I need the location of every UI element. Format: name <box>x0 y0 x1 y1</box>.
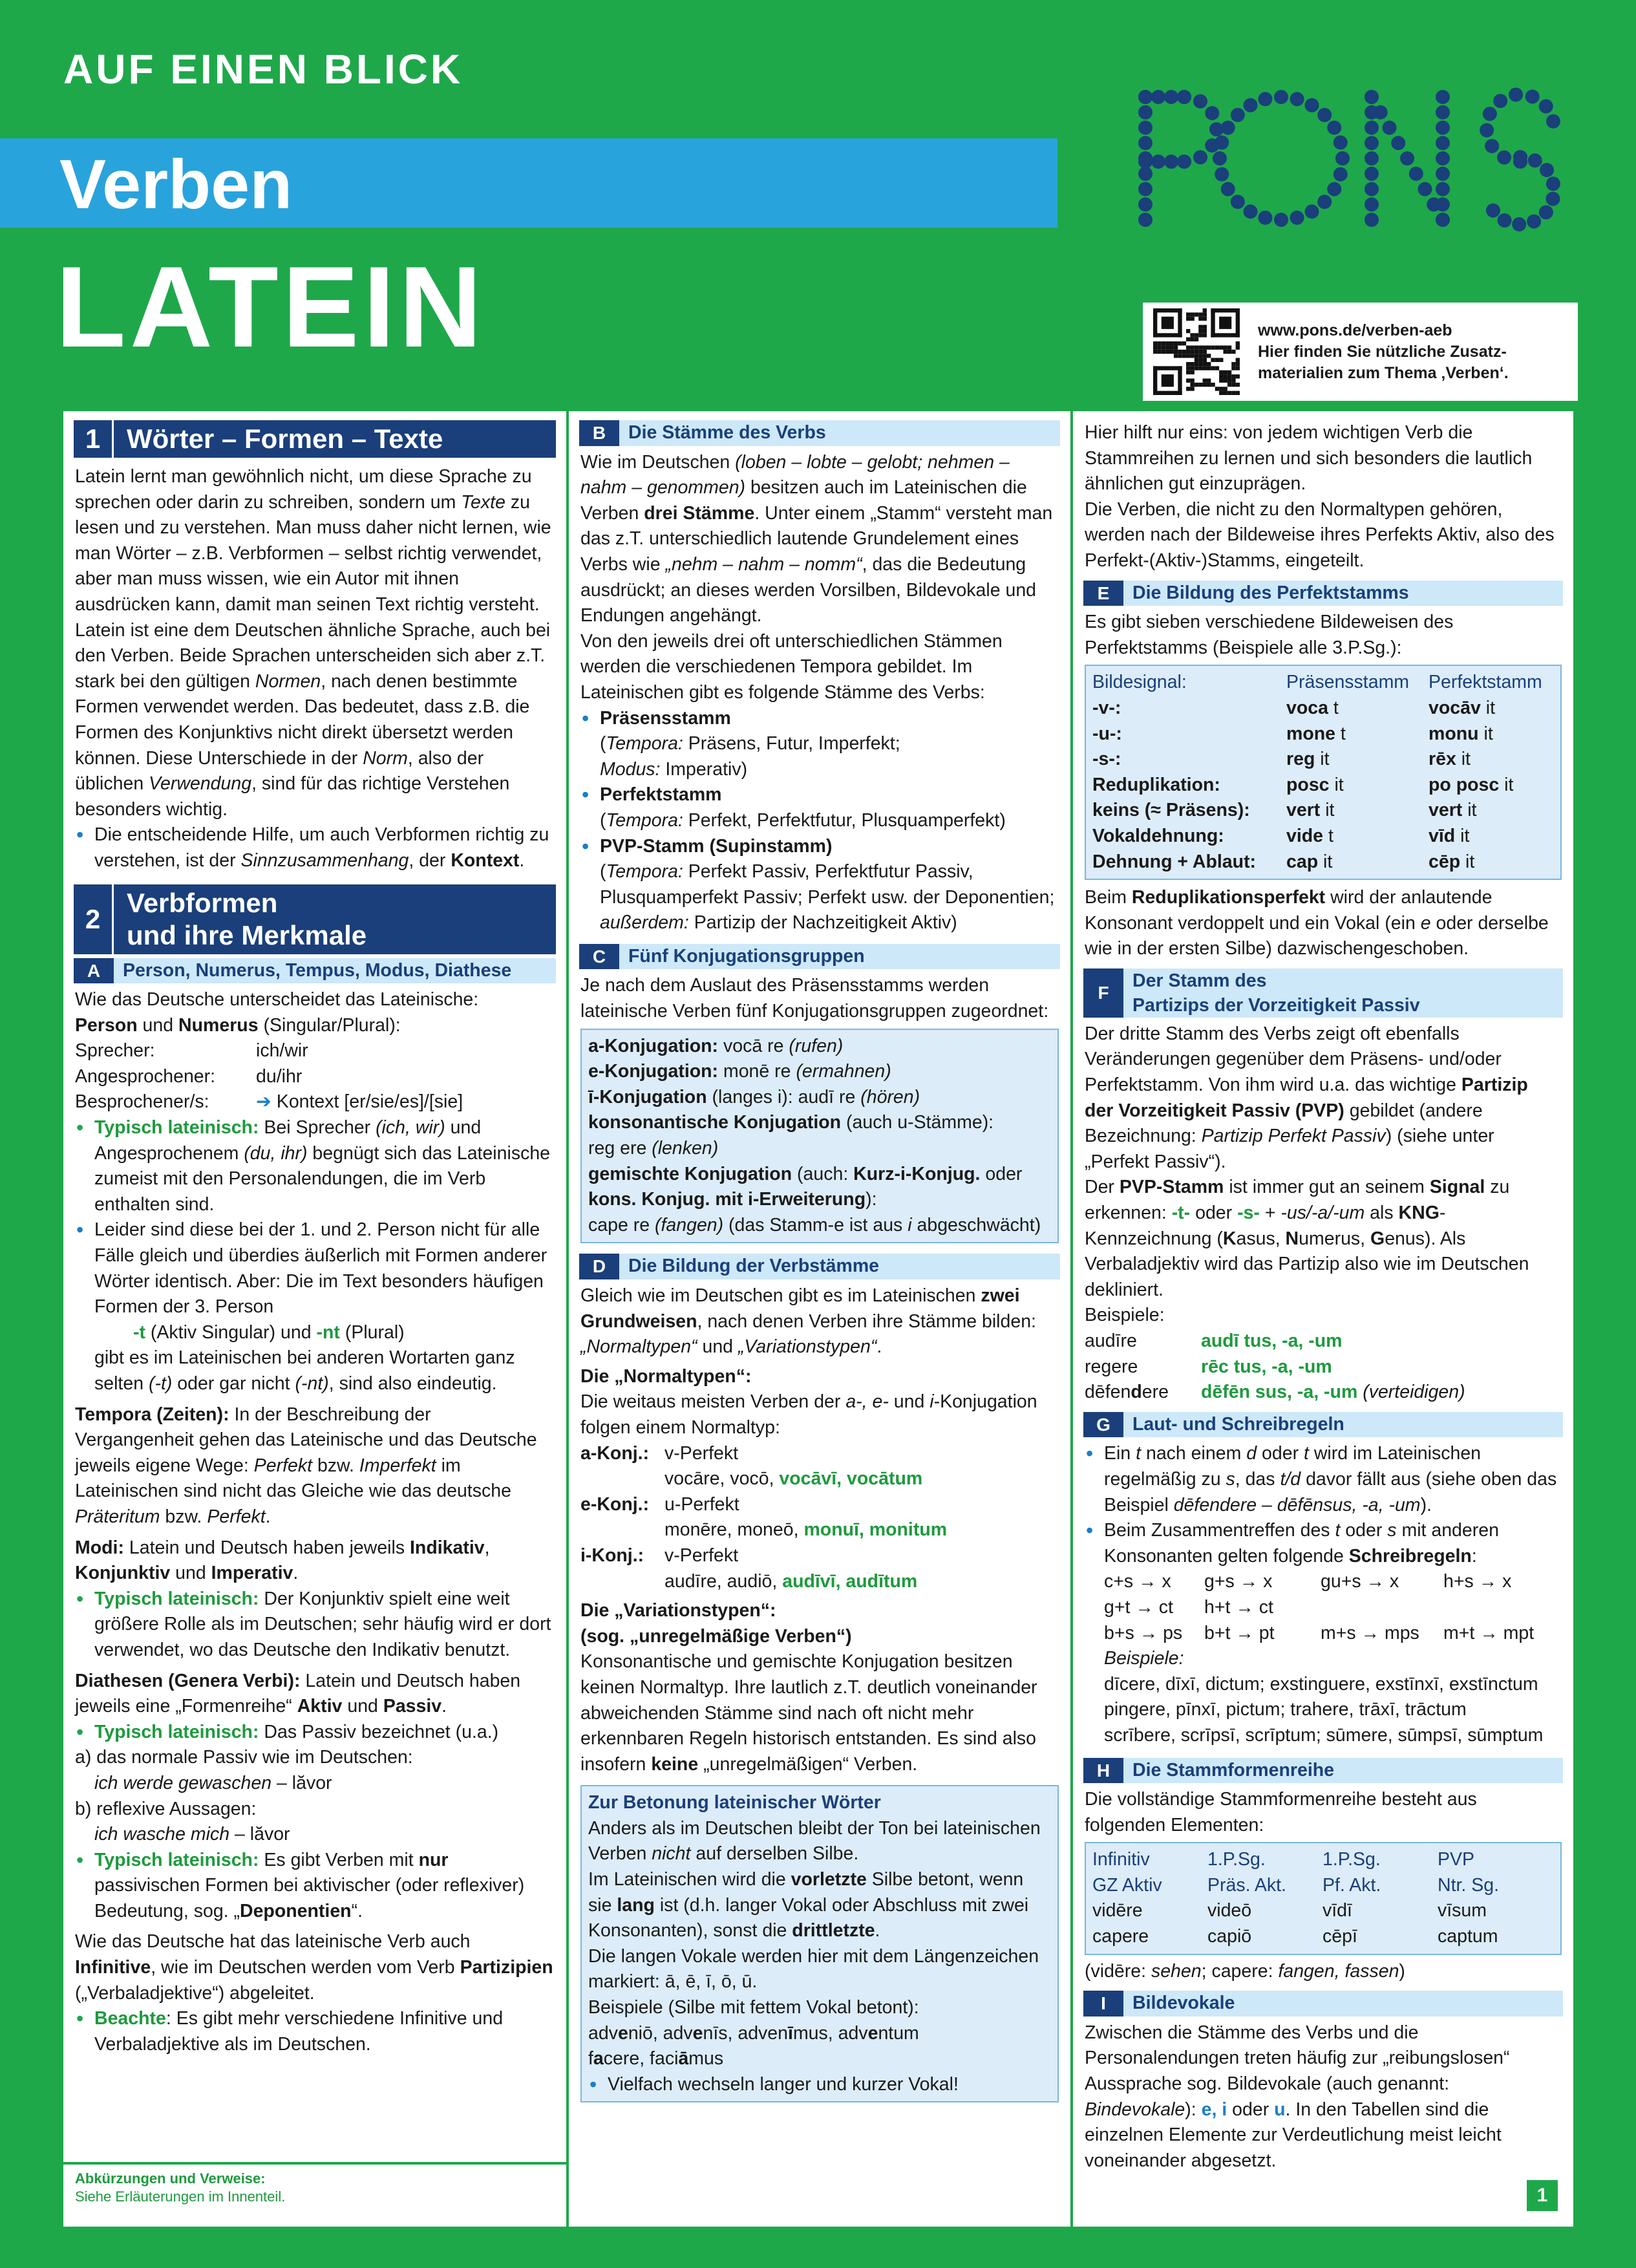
subsection-title: Die Bildung des Perfektstamms <box>1132 582 1409 603</box>
conjugation-box: a-Konjugation: vocā re (rufen) e-Konjugation: monē re (ermahnen) ī-Konjugation (langes i): audī re (hören) konsonantische Konjugation (auch u-Stämme): reg ere (lenken) gemischte Konjugation (auch: Kurz-i-Konjug. oder kons. Konjug. mit i-Erweiterung): cape re (fangen) (das Stamm-e ist aus i abgeschwächt) <box>580 1029 1059 1244</box>
subsection-letter: A <box>74 958 114 984</box>
section-1-header <box>74 420 556 458</box>
qr-code-icon[interactable] <box>1153 308 1240 395</box>
qr-desc-1: Hier finden Sie nützliche Zusatz- <box>1258 342 1507 361</box>
qr-desc-2: materialien zum Thema ‚Verben‘. <box>1258 363 1509 382</box>
subsection-letter: F <box>1083 968 1123 1018</box>
subsection-a-text: Wie das Deutsche unterscheidet das Lateinische: Person und Numerus (Singular/Plural): Sprecher: ich/wir Angesprochener: du/ihr Besprochener/s: ➔ Kontext [er/sie/es]/[sie] • Typisch lateinisch: Bei Sprecher (ich, wir) und Angesprochenem (du, ihr) begnügt sich das Lateinische zumeist mit den Personalendungen, die im Verb enthalten sind. • Leider sind diese bei der 1. und 2. Person nicht für alle Fälle gleich und überdies äußerlich mit Formen anderer Wörter identisch. Aber: Die im Text besonders häufigen Formen der 3. Person -t (Aktiv Singular) und -nt (Plural) gibt es im Lateinischen bei anderen Wortarten ganz selten (-t) oder gar nicht (-nt), sind also eindeutig. Tempora (Zeiten): In der Beschreibung der Vergangenheit gehen das Lateinische und das Deutsche jeweils eigene Wege: Perfekt bzw. Imperfekt im Lateinischen sind nicht das Gleiche wie das deutsche Präteritum bzw. Perfekt. Modi: Latein und Deutsch haben jeweils Indikativ, Konjunktiv und Imperativ. • Typisch lateinisch: Der Konjunktiv spielt eine weit größere Rolle als im Deutschen; sehr häufig wird er dort verwendet, wo das Deutsche den Indikativ benutzt. Diathesen (Genera Verbi): Latein und Deutsch haben jeweils eine „Formenreihe“ Aktiv und Passiv. • Typisch lateinisch: Das Passiv bezeichnet (u.a.) a) das normale Passiv wie im Deutschen: ich werde gewaschen – lăvor b) reflexive Aussagen: ich wasche mich – lăvor • Typisch lateinisch: Es gibt Verben mit nur passivischen Formen bei aktivischer (oder reflexiver) Bedeutung, sog. „Deponentien“. Wie das Deutsche hat das lateinische Verb auch Infinitive, wie im Deutschen werden vom Verb Partizipien („Verbaladjektive“) abgeleitet. • Beachte: Es gibt mehr verschiedene Infinitive und Verbaladjektive als im Deutschen. <box>75 987 555 2057</box>
page-number: 1 <box>1527 2180 1558 2211</box>
subtitle: Verben <box>59 145 293 223</box>
subsection-d-text: Gleich wie im Deutschen gibt es im Lateinischen zwei Grundweisen, nach denen Verben ihre Stämme bilden: „Normaltypen“ und „Variationstypen“. Die „Normaltypen“: Die weitaus meisten Verben der a-, e- und i-Konjugation folgen einem Normaltyp: a-Konj.: v-Perfekt vocāre, vocō, vocāvī, vocātum e-Konj.: u-Perfekt monēre, moneō, monuī, monitum i-Konj.: v-Perfekt audīre, audiō, audīvī, audītum Die „Variationstypen“: (sog. „unregelmäßige Verben“) Konsonantische und gemischte Konjugation besitzen keinen Normaltyp. Ihre lautlich z.T. deutlich voneinander abweichenden Stämme sind nach oft nicht mehr erkennbaren Regeln historisch entstanden. Es sind also insofern keine „unregelmäßigen“ Verben. Zur Betonung lateinischer Wörter Anders als im Deutschen bleibt der Ton bei lateinischen Verben nicht auf derselben Silbe. Im Lateinischen wird die vorletzte Silbe betont, wenn sie lang ist (d.h. langer Vokal oder Abschluss mit zwei Konsonanten), sonst die drittletzte. Die langen Vokale werden hier mit dem Längenzeichen markiert: ā, ē, ī, ō, ū. Beispiele (Silbe mit fettem Vokal betont): adveniō, advenīs, advenīmus, adventum facere, faciāmus • Vielfach wechseln langer und kurzer Vokal! <box>580 1283 1059 2102</box>
stress-box: Zur Betonung lateinischer Wörter Anders als im Deutschen bleibt der Ton bei lateinischen Verben nicht auf derselben Silbe. Im Lateinischen wird die vorletzte Silbe betont, wenn sie lang ist (d.h. langer Vokal oder Abschluss mit zwei Konsonanten), sonst die drittletzte. Die langen Vokale werden hier mit dem Längenzeichen markiert: ā, ē, ī, ō, ū. Beispiele (Silbe mit fettem Vokal betont): adveniō, advenīs, advenīmus, adventum facere, faciāmus • Vielfach wechseln langer und kurzer Vokal! <box>580 1785 1059 2102</box>
subsection-b-text: Wie im Deutschen (loben – lobte – gelobt; nehmen – nahm – genommen) besitzen auch im Lateinischen die Verben drei Stämme. Unter einem „Stamm“ versteht man das z.T. unterschiedlich lautende Grundelement eines Verbs wie „nehm – nahm – nomm“, das die Bedeutung ausdrückt; an dieses werden Vorsilben, Bildevokale und Endungen angehängt. Von den jeweils drei oft unterschiedlichen Stämmen werden die verschiedenen Tempora gebildet. Im Lateinischen gibt es folgende Stämme des Verbs: • Präsensstamm (Tempora: Präsens, Futur, Imperfekt; Modus: Imperativ) • Perfektstamm (Tempora: Perfekt, Perfektfutur, Plusquamperfekt) • PVP-Stamm (Supinstamm) (Tempora: Perfekt Passiv, Perfektfutur Passiv, Plusquamperfekt Passiv; Perfekt usw. der Deponentien; außerdem: Partizip der Nachzeitigkeit Aktiv) <box>580 450 1059 936</box>
subsection-letter: G <box>1083 1412 1123 1438</box>
subsection-g-header <box>1083 1412 1563 1438</box>
subsection-title: Die Bildung der Verbstämme <box>628 1256 880 1277</box>
subsection-e-text: Es gibt sieben verschiedene Bildeweisen des Perfektstamms (Beispiele alle 3.P.Sg.): Bildesignal: Präsensstamm Perfektstamm -v-: voca t vocāv it -u-: mone t monu it -s-: reg it rēx it Reduplikation: posc it po posc it keins (≈ Präsens): vert it vert it Vokaldehnung: vide t vīd it Dehnung + Ablaut: cap it cēp it Beim Reduplikationsperfekt wird der anlautende Konsonant verdoppelt und ein Vokal (ein e oder derselbe wie in der ersten Silbe) dazwischengeschoben. <box>1085 610 1562 962</box>
subsection-title: Die Stämme des Verbs <box>628 422 826 443</box>
footer-title: Abkürzungen und Verweise: <box>75 2170 266 2187</box>
section-number: 1 <box>74 420 114 458</box>
subsection-letter: E <box>1083 581 1123 606</box>
subsection-letter: I <box>1083 1991 1123 2017</box>
column-2 <box>566 411 1070 2227</box>
section-title: Wörter – Formen – Texte <box>127 423 443 454</box>
subsection-b-header <box>579 420 1060 446</box>
footer-abbreviations <box>63 2162 566 2211</box>
section-2-header <box>74 884 556 954</box>
stem-forms-table: Infinitiv 1.P.Sg. 1.P.Sg. PVP GZ Aktiv Präs. Akt. Pf. Akt. Ntr. Sg. vidēre videō vīdī vīsum capere capiō cēpī captum <box>1085 1842 1562 1954</box>
content-area <box>63 411 1573 2227</box>
subsection-title: Fünf Konjugationsgruppen <box>628 945 865 967</box>
subsection-c-text: Je nach dem Auslaut des Präsensstamms werden lateinische Verben fünf Konjugationsgruppen zugeordnet: a-Konjugation: vocā re (rufen) e-Konjugation: monē re (ermahnen) ī-Konjugation (langes i): audī re (hören) konsonantische Konjugation (auch u-Stämme): reg ere (lenken) gemischte Konjugation (auch: Kurz-i-Konjug. oder kons. Konjug. mit i-Erweiterung): cape re (fangen) (das Stamm-e ist aus i abgeschwächt) <box>580 973 1059 1243</box>
subsection-title-line1: Der Stamm des <box>1132 970 1267 991</box>
subsection-letter: C <box>579 944 619 970</box>
subsection-title: Die Stammformenreihe <box>1132 1759 1335 1781</box>
perfect-table: Bildesignal: Präsensstamm Perfektstamm -v-: voca t vocāv it -u-: mone t monu it -s-: reg it rēx it Reduplikation: posc it po posc it keins (≈ Präsens): vert it vert it Vokaldehnung: vide t vīd it Dehnung + Ablaut: cap it cēp it <box>1085 665 1562 880</box>
subsection-letter: H <box>1083 1758 1123 1784</box>
page-title: LATEIN <box>56 242 486 371</box>
footer-text: Siehe Erläuterungen im Innenteil. <box>75 2188 286 2205</box>
series-label: AUF EINEN BLICK <box>63 46 463 92</box>
subsection-f-text: Der dritte Stamm des Verbs zeigt oft ebenfalls Veränderungen gegenüber dem Präsens- und/oder Perfektstamm. Von ihm wird u.a. das wichtige Partizip der Vorzeitigkeit Passiv (PVP) gebildet (andere Bezeichnung: Partizip Perfekt Passiv) (siehe unter „Perfekt Passiv“). Der PVP-Stamm ist immer gut an seinem Signal zu erkennen: -t- oder -s- + -us/-a/-um als KNG-Kennzeichnung (Kasus, Numerus, Genus). Als Verbaladjektiv wird das Partizip also wie im Deutschen dekliniert. Beispiele: audīre audī tus, -a, -um regere rēc tus, -a, -um dēfendere dēfēn sus, -a, -um (verteidigen) <box>1085 1023 1529 1403</box>
subsection-f-header <box>1083 968 1563 1018</box>
subsection-i-text: Zwischen die Stämme des Verbs und die Personalendungen treten häufig zur „reibungslosen“ Aussprache sog. Bildevokale (auch genannt: Bindevokale): e, i oder u. In den Tabellen sind die einzelnen Elemente zur Verdeutlichung meist leicht voneinander abgesetzt. <box>1085 2022 1510 2171</box>
subsection-e-header <box>1083 581 1563 606</box>
subsection-title: Laut- und Schreibregeln <box>1132 1413 1344 1435</box>
subsection-a-header <box>74 958 556 984</box>
section-title-line2: und ihre Merkmale <box>127 919 367 950</box>
section-1-text: Latein lernt man gewöhnlich nicht, um diese Sprache zu sprechen oder darin zu schreiben, sondern um Texte zu lesen und zu verstehen. Man muss daher nicht lernen, wie man Wörter – z.B. Verbformen – selbst richtig verwendet, aber man muss wissen, wie ein Autor mit ihnen ausdrücken kann, damit man seinen Text richtig versteht. Latein ist eine dem Deutschen ähnliche Sprache, auch bei den Verben. Beide Sprachen unterscheiden sich aber z.T. stark bei den gültigen Normen, nach denen bestimmte Formen verwendet werden. Das bedeutet, dass z.B. die Formen des Konjunktivs nicht direkt übersetzt werden können. Diese Unterschiede in der Norm, also der üblichen Verwendung, sind für das richtige Verstehen besonders wichtig. • Die entscheidende Hilfe, um auch Verbformen richtig zu verstehen, ist der Sinnzusammenhang, der Kontext. <box>75 464 555 874</box>
subsection-letter: D <box>579 1254 619 1279</box>
section-number: 2 <box>74 884 114 954</box>
qr-url[interactable]: www.pons.de/verben-aeb <box>1258 321 1452 339</box>
subsection-title: Person, Numerus, Tempus, Modus, Diathese <box>123 959 512 981</box>
column-3 <box>1070 411 1573 2227</box>
column-1 <box>63 411 566 2227</box>
subsection-h-header <box>1083 1758 1563 1784</box>
subsection-i-header <box>1083 1991 1563 2017</box>
subsection-g-text: • Ein t nach einem d oder t wird im Lateinischen regelmäßig zu s, das t/d davor fällt aus (siehe oben das Beispiel dēfendere – dēfēnsus, -a, -um). • Beim Zusammentreffen des t oder s mit anderen Konsonanten gelten folgende Schreibregeln: c+s → x g+s → x gu+s → x h+s → x g+t → ct h+t → ct b+s → ps b+t → pt m+s → mps m+t → mpt Beispiele: dīcere, dīxī, dictum; exstinguere, exstīnxī, exstīnctum pingere, pīnxī, pictum; trahere, trāxī, trāctum scrībere, scrīpsī, scrīptum; sūmere, sūmpsī, sūmptum <box>1085 1441 1562 1748</box>
pons-logo <box>1132 84 1585 233</box>
subsection-letter: B <box>579 420 619 446</box>
subsection-h-text: Die vollständige Stammformenreihe besteht aus folgenden Elementen: Infinitiv 1.P.Sg. 1.P.Sg. PVP GZ Aktiv Präs. Akt. Pf. Akt. Ntr. Sg. vidēre videō vīdī vīsum capere capiō cēpī captum (vidēre: sehen; capere: fangen, fassen) <box>1085 1787 1562 1984</box>
subsection-c-header <box>579 944 1060 970</box>
section-title-line1: Verbformen <box>127 887 278 918</box>
qr-box[interactable] <box>1143 303 1578 401</box>
subsection-title-line2: Partizips der Vorzeitigkeit Passiv <box>1132 994 1420 1016</box>
subsection-d-header <box>579 1254 1060 1279</box>
subsection-title: Bildevokale <box>1132 1993 1235 2014</box>
intro-text: Hier hilft nur eins: von jedem wichtigen Verb die Stammreihen zu lernen und sich besonders die lautlich ähnlichen gut einzuprägen. Die Verben, die nicht zu den Normaltypen gehören, werden nach der Bildeweise ihres Perfekts Aktiv, also des Perfekt-(Aktiv-)Stamms, eingeteilt. <box>1085 422 1555 571</box>
